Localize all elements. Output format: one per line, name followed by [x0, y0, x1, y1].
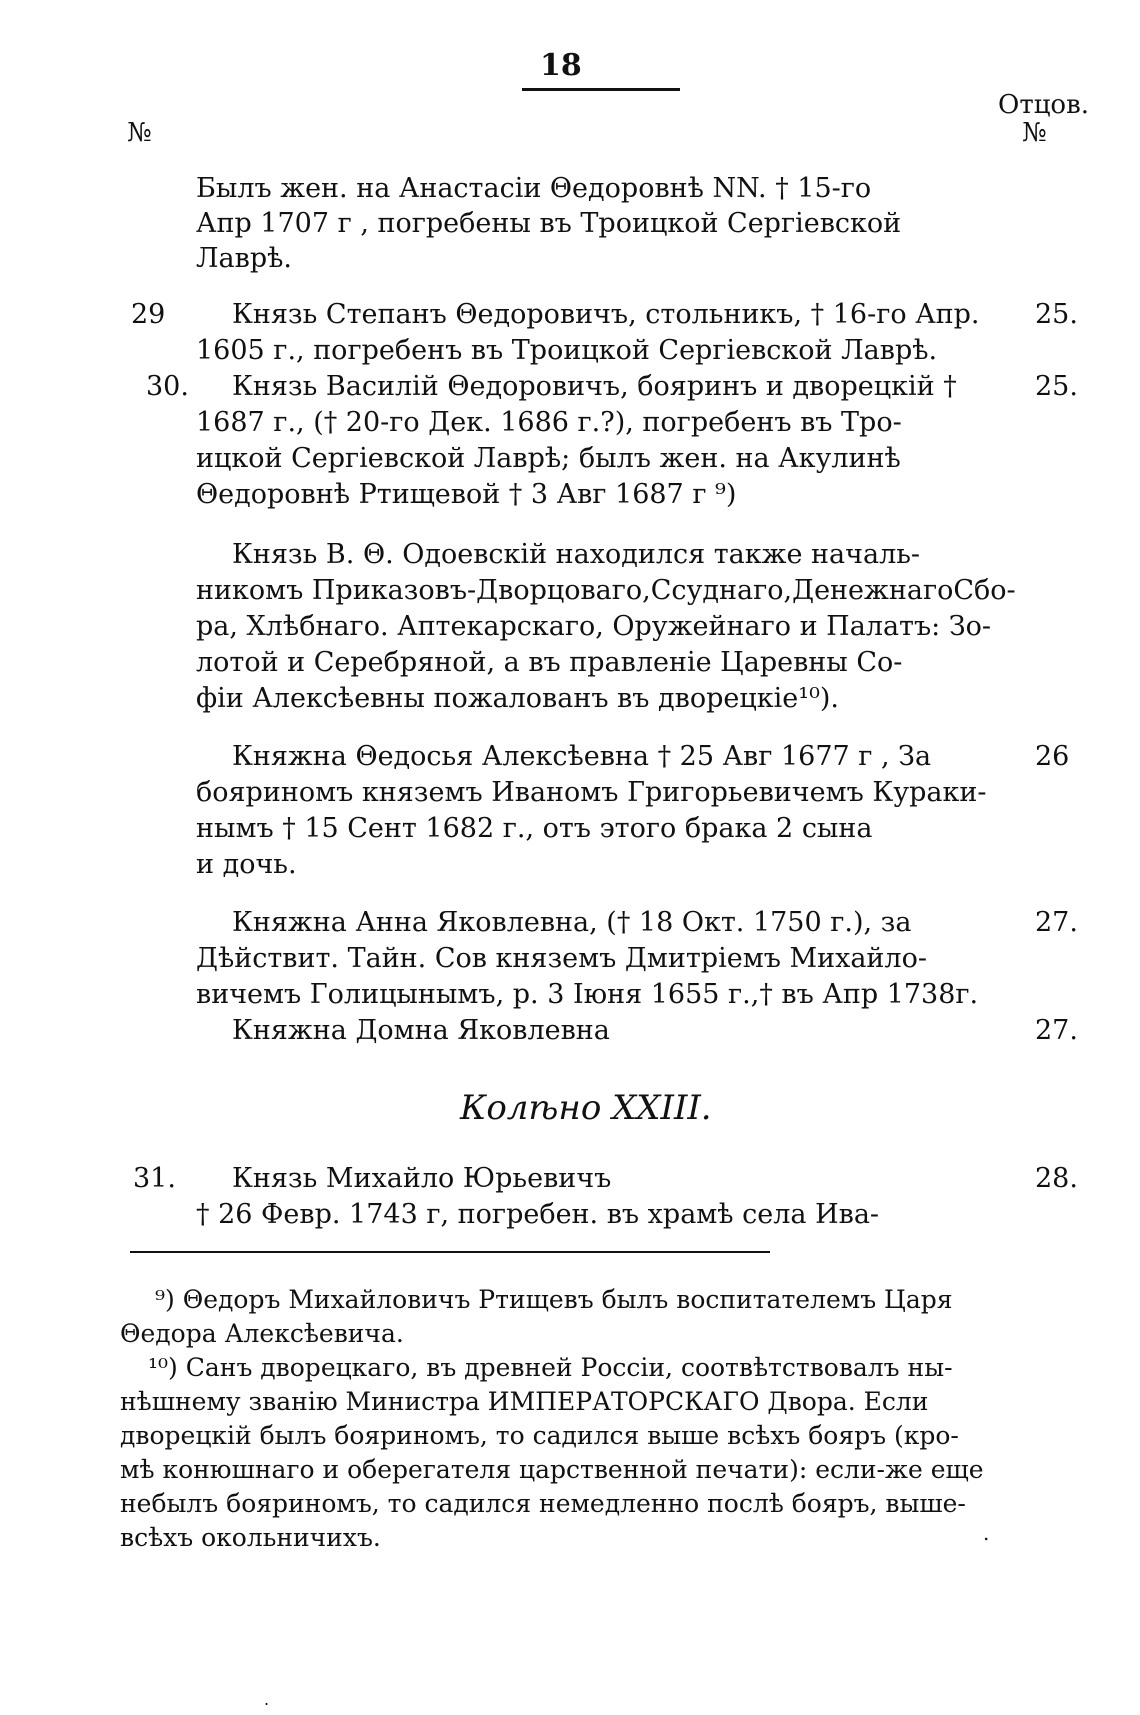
entry-number-right: 28. [1035, 1163, 1078, 1194]
footnote-line: мѣ конюшнаго и оберегателя царственной печати): если-же еще [120, 1455, 984, 1484]
footnote-line: Θедора Алексѣевича. [120, 1319, 404, 1348]
text-line: вичемъ Голицынымъ, р. 3 Іюня 1655 г.,† въ Апр 1738г. [196, 979, 979, 1010]
entry-number-right: 25. [1035, 371, 1078, 402]
text-line: 1605 г., погребенъ въ Троицкой Сергіевской Лаврѣ. [196, 335, 938, 366]
entry-number-right: 25. [1035, 299, 1078, 330]
text-line: 1687 г., († 20-го Дек. 1686 г.?), погребенъ въ Тро- [196, 407, 902, 438]
entry-number-left: 29 [131, 299, 166, 330]
header-rule [522, 88, 680, 91]
text-line: Апр 1707 г , погребены въ Троицкой Сергіевской [196, 208, 902, 239]
text-line: Лаврѣ. [196, 243, 292, 274]
text-line: † 26 Февр. 1743 г, погребен. въ храмѣ села Ива- [196, 1199, 880, 1230]
entry-number-left: 31. [133, 1163, 176, 1194]
left-column-label: № [127, 118, 152, 148]
entry-number-right: 27. [1035, 1015, 1078, 1046]
text-line: Князь Василій Θедоровичъ, бояринъ и дворецкій † [232, 371, 957, 402]
stray-mark: . [983, 1521, 990, 1545]
footnote-line: ⁹) Θедоръ Михайловичъ Ртищевъ былъ воспитателемъ Царя [155, 1285, 953, 1314]
footnote-line: всѣхъ окольничихъ. [120, 1523, 381, 1552]
generation-title: Колѣно XXIII. [460, 1088, 712, 1128]
right-column-number-label: № [1022, 118, 1047, 148]
text-line: и дочь. [196, 849, 297, 880]
footnote-line: нѣшнему званію Министра ИМПЕРАТОРСКАГО Двора. Если [120, 1387, 929, 1416]
text-line: Былъ жен. на Анастасіи Θедоровнѣ NN. † 15-го [196, 173, 872, 204]
stray-mark: . [264, 1690, 270, 1709]
text-line: Θедоровнѣ Ртищевой † 3 Авг 1687 г ⁹) [196, 479, 737, 510]
text-line: бояриномъ княземъ Иваномъ Григорьевичемъ Кураки- [196, 777, 987, 808]
text-line: фіи Алексѣевны пожалованъ въ дворецкіе¹⁰). [196, 683, 840, 714]
entry-number-right: 26 [1035, 741, 1070, 772]
text-line: ра, Хлѣбнаго. Аптекарскаго, Оружейнаго и Палатъ: Зо- [196, 611, 992, 642]
text-line: Княжна Θедосья Алексѣевна † 25 Авг 1677 г , За [232, 741, 932, 772]
text-line: лотой и Серебряной, а въ правленіе Царевны Со- [196, 647, 903, 678]
footnote-rule [130, 1251, 770, 1253]
text-line: Княжна Анна Яковлевна, († 18 Окт. 1750 г.), за [232, 907, 912, 938]
entry-number-right: 27. [1035, 907, 1078, 938]
right-column-label: Отцов. [998, 90, 1089, 120]
footnote-line: дворецкій былъ бояриномъ, то садился выше всѣхъ бояръ (кро- [120, 1421, 959, 1450]
entry-number-left: 30. [146, 371, 189, 402]
text-line: нымъ † 15 Сент 1682 г., отъ этого брака 2 сына [196, 813, 873, 844]
page-number: 18 [540, 48, 582, 83]
footnote-line: небылъ бояриномъ, то садился немедленно послѣ бояръ, выше- [120, 1489, 966, 1518]
text-line: Князь В. Θ. Одоевскій находился также началь- [232, 539, 921, 570]
text-line: Князь Михайло Юрьевичъ [232, 1163, 612, 1194]
text-line: ицкой Сергіевской Лаврѣ; былъ жен. на Акулинѣ [196, 443, 901, 474]
footnote-line: ¹⁰) Санъ дворецкаго, въ древней Россіи, соотвѣтствовалъ ны- [148, 1353, 953, 1382]
text-line: никомъ Приказовъ-Дворцоваго,Ссуднаго,ДенежнагоСбо- [196, 575, 1016, 606]
text-line: Княжна Домна Яковлевна [232, 1015, 610, 1046]
text-line: Дѣйствит. Тайн. Сов княземъ Дмитріемъ Михайло- [196, 943, 927, 974]
text-line: Князь Степанъ Θедоровичъ, стольникъ, † 16-го Апр. [232, 299, 980, 330]
